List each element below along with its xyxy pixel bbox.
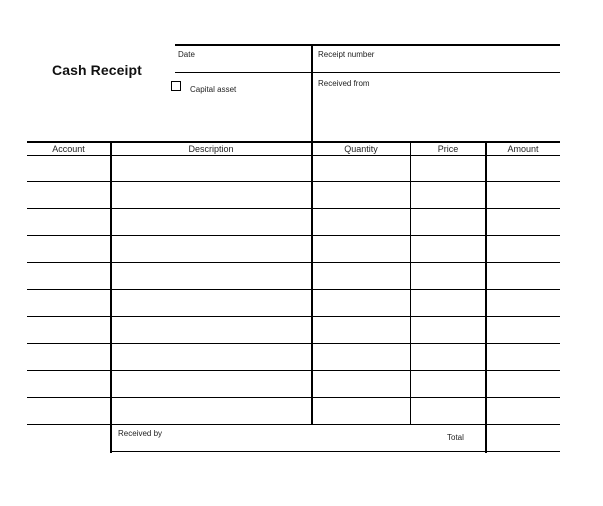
receipt-number-label: Receipt number (318, 50, 375, 59)
amount-cell[interactable] (487, 209, 560, 235)
account-cell[interactable] (27, 236, 110, 262)
description-cell[interactable] (112, 263, 311, 289)
amount-cell[interactable] (487, 371, 560, 397)
account-cell[interactable] (27, 156, 110, 181)
price-cell[interactable] (411, 182, 485, 208)
table-top-rule (27, 141, 560, 143)
price-cell[interactable] (411, 371, 485, 397)
amount-cell[interactable] (487, 290, 560, 316)
table-row (27, 182, 560, 208)
account-cell[interactable] (27, 398, 110, 424)
total-label: Total (447, 433, 464, 442)
account-cell[interactable] (27, 371, 110, 397)
table-row (27, 263, 560, 289)
description-cell[interactable] (112, 156, 311, 181)
quantity-cell[interactable] (313, 156, 410, 181)
amount-cell[interactable] (487, 263, 560, 289)
price-cell[interactable] (411, 398, 485, 424)
description-cell[interactable] (112, 371, 311, 397)
table-row (27, 317, 560, 343)
description-cell[interactable] (112, 317, 311, 343)
quantity-cell[interactable] (313, 263, 410, 289)
description-cell[interactable] (112, 209, 311, 235)
received-by-label: Received by (118, 429, 163, 438)
column-header-account: Account (52, 144, 85, 154)
account-cell[interactable] (27, 209, 110, 235)
table-row (27, 290, 560, 316)
description-cell[interactable] (112, 344, 311, 370)
form-title: Cash Receipt (52, 62, 142, 78)
date-label: Date (178, 50, 195, 59)
table-row (27, 236, 560, 262)
quantity-cell[interactable] (313, 182, 410, 208)
capital-asset-label: Capital asset (190, 85, 237, 94)
quantity-cell[interactable] (313, 398, 410, 424)
amount-cell[interactable] (487, 156, 560, 181)
account-cell[interactable] (27, 182, 110, 208)
account-cell[interactable] (27, 290, 110, 316)
column-header-description: Description (188, 144, 234, 154)
amount-cell[interactable] (487, 344, 560, 370)
price-cell[interactable] (411, 209, 485, 235)
description-cell[interactable] (112, 290, 311, 316)
quantity-cell[interactable] (313, 209, 410, 235)
price-cell[interactable] (411, 344, 485, 370)
amount-cell[interactable] (487, 182, 560, 208)
amount-cell[interactable] (487, 317, 560, 343)
column-header-price: Price (437, 144, 459, 154)
amount-cell[interactable] (487, 398, 560, 424)
price-cell[interactable] (411, 263, 485, 289)
account-cell[interactable] (27, 344, 110, 370)
quantity-cell[interactable] (313, 290, 410, 316)
amount-cell[interactable] (487, 236, 560, 262)
description-cell[interactable] (112, 182, 311, 208)
quantity-cell[interactable] (313, 236, 410, 262)
received-by-field[interactable] (112, 438, 442, 450)
column-header-amount: Amount (507, 144, 539, 154)
quantity-cell[interactable] (313, 344, 410, 370)
column-header-quantity: Quantity (344, 144, 378, 154)
received-from-label: Received from (318, 79, 370, 88)
total-amount-field[interactable] (487, 425, 560, 451)
price-cell[interactable] (411, 290, 485, 316)
table-row (27, 398, 560, 424)
description-cell[interactable] (112, 398, 311, 424)
quantity-cell[interactable] (313, 371, 410, 397)
price-cell[interactable] (411, 317, 485, 343)
account-cell[interactable] (27, 317, 110, 343)
price-cell[interactable] (411, 236, 485, 262)
table-row (27, 344, 560, 370)
table-row (27, 371, 560, 397)
row-rule (27, 424, 560, 425)
footer-bottom-rule (110, 451, 560, 452)
table-row (27, 209, 560, 235)
account-cell[interactable] (27, 263, 110, 289)
quantity-cell[interactable] (313, 317, 410, 343)
table-row (27, 156, 560, 181)
price-cell[interactable] (411, 156, 485, 181)
description-cell[interactable] (112, 236, 311, 262)
